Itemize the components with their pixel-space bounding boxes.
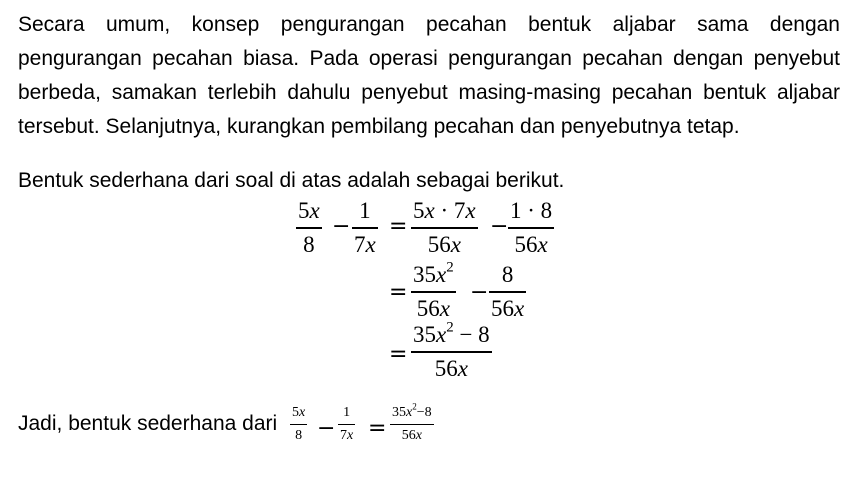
fraction-5x7x-over-56x xyxy=(411,198,478,258)
denominator: 56x xyxy=(514,231,548,257)
minus-sign: − xyxy=(317,416,336,441)
denominator: 7x xyxy=(340,428,354,443)
fraction-bar xyxy=(411,227,478,229)
denominator: 56x xyxy=(401,428,422,443)
fraction-8-over-56x xyxy=(489,262,526,322)
denominator: 8 xyxy=(295,428,303,443)
fraction-bar xyxy=(508,227,554,229)
fraction-5x-over-8 xyxy=(296,198,322,258)
small-fraction-1-over-7x xyxy=(338,404,355,445)
fraction-bar xyxy=(489,291,526,293)
equals-sign: = xyxy=(389,214,408,239)
fraction-35x2-minus-8-over-56x xyxy=(411,319,492,382)
fraction-bar xyxy=(338,424,355,425)
numerator: 1 · 8 xyxy=(510,198,553,223)
minus-sign: − xyxy=(332,214,351,239)
conclusion-text: Jadi, bentuk sederhana dari xyxy=(18,412,278,435)
numerator: 5x xyxy=(292,405,306,420)
numerator: 1 xyxy=(359,198,371,223)
small-fraction-5x-over-8 xyxy=(290,404,307,445)
denominator: 56x xyxy=(434,355,468,381)
fraction-bar xyxy=(352,227,378,229)
equals-sign: = xyxy=(389,342,408,367)
fraction-1x8-over-56x xyxy=(508,198,554,258)
denominator: 56x xyxy=(491,295,525,321)
numerator: $35x^2-8$ xyxy=(392,401,432,420)
numerator: 1 xyxy=(343,405,351,420)
fraction-35x2-over-56x xyxy=(411,259,456,322)
equals-sign: = xyxy=(368,416,387,441)
fraction-bar xyxy=(411,291,456,293)
minus-sign: − xyxy=(490,214,509,239)
equals-sign: = xyxy=(389,280,408,305)
numerator: $35x^2$ xyxy=(413,259,454,287)
numerator: 5x · 7x xyxy=(413,198,476,223)
denominator: 8 xyxy=(303,231,315,257)
fraction-bar xyxy=(390,424,434,425)
minus-sign: − xyxy=(470,280,489,305)
fraction-bar xyxy=(411,351,492,353)
explanation-paragraph: Secara umum, konsep pengurangan pecahan bentuk aljabar sama dengan pengurangan pecahan biasa. Pada operasi pengurangan pecahan dengan penyebut berbeda, samakan terlebih dahulu penyebut masing-masing pecahan bentuk aljabar tersebut. Selanjutnya, kurangkan pembilang pecahan dan penyebutnya tetap. xyxy=(18,13,840,138)
numerator: $35x^2 - 8$ xyxy=(413,319,490,347)
intro-sentence: Bentuk sederhana dari soal di atas adalah sebagai berikut. xyxy=(18,169,565,192)
denominator: 56x xyxy=(427,231,461,257)
fraction-bar xyxy=(296,227,322,229)
fraction-bar xyxy=(290,424,307,425)
denominator: 7x xyxy=(354,231,376,257)
numerator: 8 xyxy=(501,262,514,287)
small-fraction-result xyxy=(390,401,434,445)
denominator: 56x xyxy=(416,295,450,321)
fraction-1-over-7x xyxy=(352,198,378,258)
numerator: 5x xyxy=(298,198,320,223)
